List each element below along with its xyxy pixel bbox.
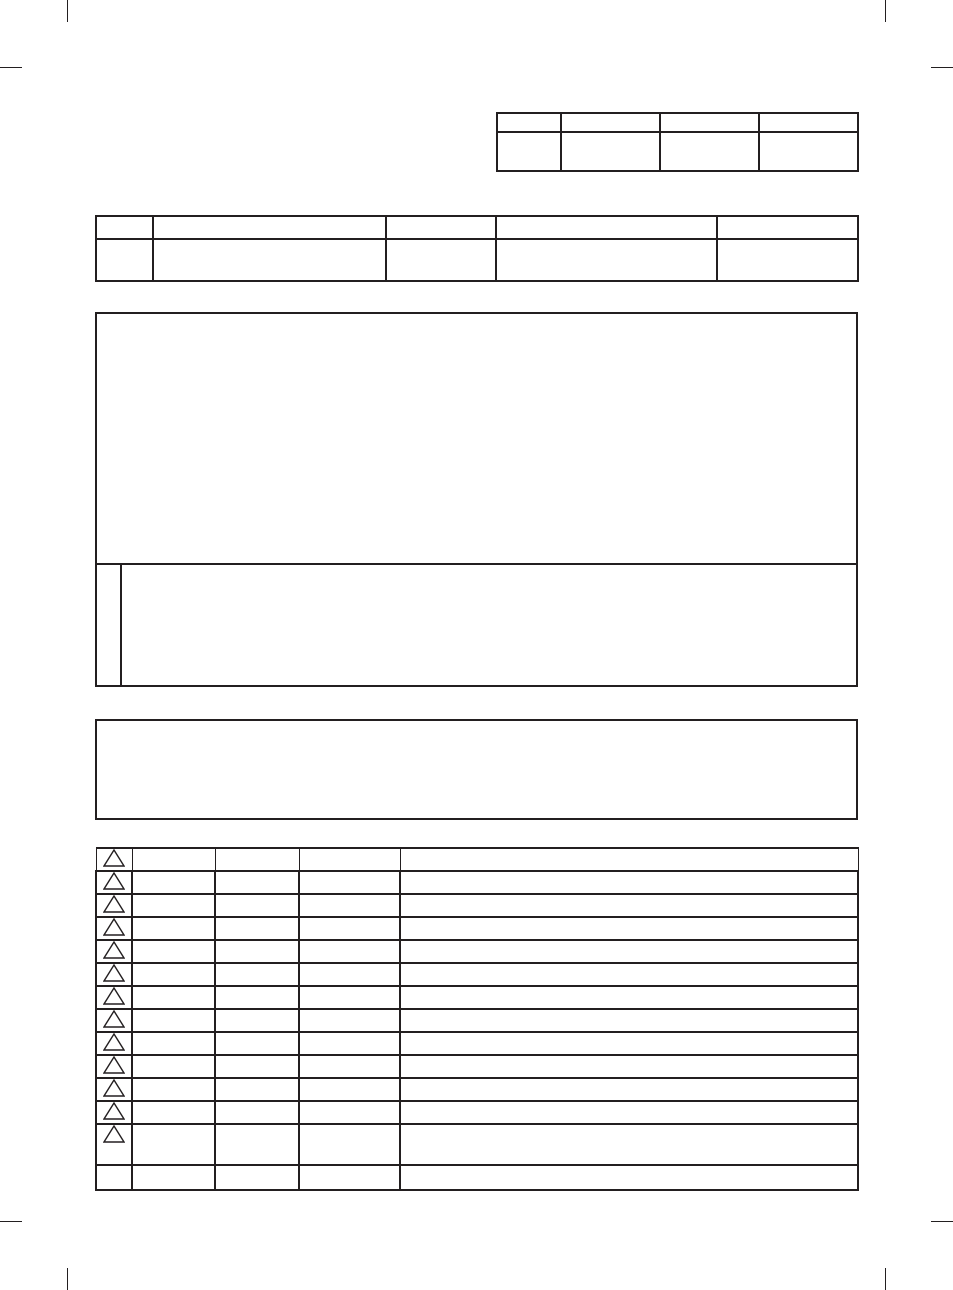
revision-marker-cell — [96, 1055, 132, 1078]
revision-cell — [215, 963, 299, 986]
info-header-cell — [96, 216, 153, 239]
approval-value-cell — [660, 132, 759, 171]
revision-cell — [215, 917, 299, 940]
revision-cell — [132, 1055, 215, 1078]
revision-row — [96, 1009, 858, 1032]
revision-marker-cell — [96, 848, 132, 871]
revision-marker-cell — [96, 871, 132, 894]
crop-mark-bottom-right — [885, 1268, 886, 1290]
secondary-panel-body — [97, 721, 856, 818]
revision-cell — [215, 1078, 299, 1101]
revision-marker-cell — [96, 940, 132, 963]
revision-triangle-icon — [103, 1102, 125, 1120]
approval-header-cell — [759, 113, 858, 132]
approval-value-cell — [759, 132, 858, 171]
revision-triangle-icon — [103, 964, 125, 982]
revision-cell — [400, 1101, 858, 1124]
revision-cell — [215, 871, 299, 894]
revision-cell — [400, 1078, 858, 1101]
revision-row — [96, 894, 858, 917]
secondary-panel — [95, 719, 858, 820]
approval-block — [496, 112, 859, 172]
info-value-cell — [153, 239, 386, 281]
info-value-cell — [386, 239, 496, 281]
approval-value-cell — [561, 132, 660, 171]
revision-row — [96, 848, 858, 871]
revision-triangle-icon — [103, 918, 125, 936]
main-panel — [95, 312, 858, 687]
approval-header-cell — [561, 113, 660, 132]
revision-cell — [299, 1078, 400, 1101]
info-header-cell — [496, 216, 717, 239]
revision-row — [96, 1078, 858, 1101]
revision-row — [96, 940, 858, 963]
revision-cell — [400, 894, 858, 917]
revision-triangle-icon — [103, 941, 125, 959]
revision-cell — [132, 1032, 215, 1055]
revision-cell — [215, 1165, 299, 1190]
revision-cell — [299, 1101, 400, 1124]
revision-marker-cell — [96, 1165, 132, 1190]
info-block — [95, 215, 859, 282]
revision-cell — [132, 940, 215, 963]
info-value-cell — [96, 239, 153, 281]
revision-cell — [132, 1101, 215, 1124]
crop-mark-bottom-left — [67, 1268, 68, 1290]
revision-cell — [215, 894, 299, 917]
revision-cell — [132, 1009, 215, 1032]
revision-marker-cell — [96, 1078, 132, 1101]
crop-mark-left-top — [0, 67, 22, 68]
revision-row — [96, 871, 858, 894]
revision-table — [95, 847, 859, 1191]
revision-cell — [400, 1009, 858, 1032]
info-header-cell — [717, 216, 858, 239]
revision-cell — [400, 1165, 858, 1190]
revision-cell — [299, 894, 400, 917]
approval-header-cell — [660, 113, 759, 132]
revision-row — [96, 963, 858, 986]
revision-cell — [132, 1124, 215, 1165]
revision-cell — [299, 1124, 400, 1165]
revision-triangle-icon — [103, 1079, 125, 1097]
revision-triangle-icon — [103, 1056, 125, 1074]
revision-cell — [299, 848, 400, 871]
revision-cell — [400, 871, 858, 894]
revision-cell — [215, 986, 299, 1009]
revision-cell — [400, 963, 858, 986]
revision-cell — [132, 1078, 215, 1101]
revision-cell — [400, 848, 858, 871]
revision-cell — [400, 917, 858, 940]
revision-marker-cell — [96, 1124, 132, 1165]
main-panel-note — [122, 565, 856, 685]
revision-cell — [400, 986, 858, 1009]
approval-value-cell — [497, 132, 561, 171]
revision-row — [96, 1124, 858, 1165]
crop-mark-left-bottom — [0, 1221, 22, 1222]
revision-cell — [299, 986, 400, 1009]
revision-triangle-icon — [103, 987, 125, 1005]
main-panel-side-label — [97, 565, 122, 685]
revision-cell — [215, 1124, 299, 1165]
revision-cell — [132, 917, 215, 940]
revision-cell — [215, 1032, 299, 1055]
revision-cell — [132, 986, 215, 1009]
revision-cell — [400, 940, 858, 963]
revision-cell — [215, 1055, 299, 1078]
revision-cell — [215, 940, 299, 963]
revision-cell — [400, 1124, 858, 1165]
revision-cell — [132, 848, 215, 871]
crop-mark-top-right — [885, 0, 886, 22]
info-header-cell — [153, 216, 386, 239]
revision-marker-cell — [96, 986, 132, 1009]
revision-row — [96, 986, 858, 1009]
info-value-cell — [717, 239, 858, 281]
revision-cell — [299, 963, 400, 986]
revision-cell — [299, 940, 400, 963]
revision-row — [96, 917, 858, 940]
main-panel-body — [97, 314, 856, 565]
revision-cell — [299, 1165, 400, 1190]
revision-cell — [299, 1032, 400, 1055]
revision-cell — [132, 894, 215, 917]
revision-row — [96, 1055, 858, 1078]
crop-mark-right-top — [931, 67, 953, 68]
revision-marker-cell — [96, 1032, 132, 1055]
revision-triangle-icon — [103, 849, 125, 867]
revision-triangle-icon — [103, 1033, 125, 1051]
revision-row — [96, 1032, 858, 1055]
crop-mark-right-bottom — [931, 1221, 953, 1222]
revision-marker-cell — [96, 1009, 132, 1032]
revision-cell — [400, 1055, 858, 1078]
revision-cell — [132, 1165, 215, 1190]
revision-cell — [132, 963, 215, 986]
revision-cell — [400, 1032, 858, 1055]
revision-marker-cell — [96, 1101, 132, 1124]
revision-triangle-icon — [103, 1010, 125, 1028]
revision-triangle-icon — [103, 895, 125, 913]
info-value-cell — [496, 239, 717, 281]
revision-cell — [299, 1055, 400, 1078]
revision-row — [96, 1101, 858, 1124]
revision-cell — [132, 871, 215, 894]
info-header-cell — [386, 216, 496, 239]
revision-marker-cell — [96, 963, 132, 986]
revision-triangle-icon — [103, 872, 125, 890]
revision-cell — [299, 1009, 400, 1032]
revision-cell — [215, 1101, 299, 1124]
crop-mark-top-left — [67, 0, 68, 22]
revision-cell — [299, 871, 400, 894]
revision-row — [96, 1165, 858, 1190]
revision-marker-cell — [96, 894, 132, 917]
revision-cell — [215, 848, 299, 871]
revision-marker-cell — [96, 917, 132, 940]
revision-triangle-icon — [103, 1125, 125, 1143]
revision-cell — [215, 1009, 299, 1032]
revision-cell — [299, 917, 400, 940]
approval-header-cell — [497, 113, 561, 132]
